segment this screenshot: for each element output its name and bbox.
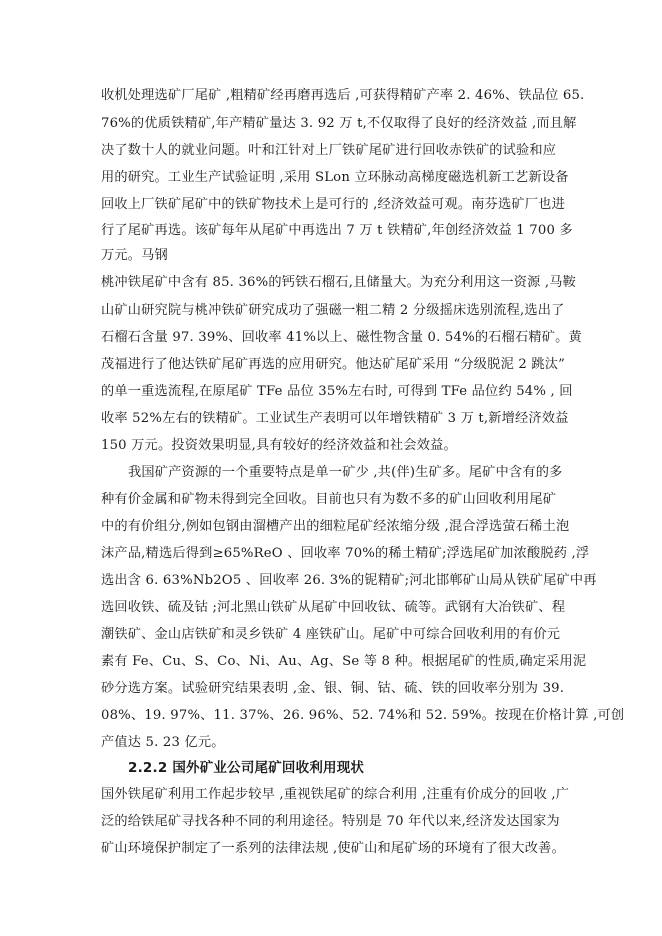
text-line: 茂福进行了他达铁矿尾矿再选的应用研究。他达矿尾矿采用 “分级脱泥 2 跳汰”: [101, 357, 566, 372]
text-line: 素有 Fe、Cu、S、Co、Ni、Au、Ag、Se 等 8 种。根据尾矿的性质,确定采用泥: [101, 654, 587, 669]
text-line: 76%的优质铁精矿,年产精矿量达 3. 92 万 t,不仅取得了良好的经济效益 ,而且解: [101, 116, 577, 131]
text-line: 我国矿产资源的一个重要特点是单一矿少 ,共(伴)生矿多。尾矿中含有的多: [128, 465, 563, 480]
text-line: 矿山环境保护制定了一系列的法律法规 ,使矿山和尾矿场的环境有了很大改善。: [101, 841, 565, 856]
text-line: 万元。马钢: [101, 248, 168, 263]
text-line: 沫产品,精选后得到≥65%ReO 、回收率 70%的稀土精矿;浮选尾矿加浓酸脱药 ,浮: [101, 546, 590, 561]
text-line: 决了数十人的就业问题。叶和江针对上厂铁矿尾矿进行回收赤铁矿的试验和应: [101, 143, 557, 158]
text-line: 砂分选方案。试验研究结果表明 ,金、银、铜、钴、硫、铁的回收率分别为 39.: [101, 681, 565, 696]
text-line: 泛的给铁尾矿寻找各种不同的利用途径。特别是 70 年代以来,经济发达国家为: [101, 814, 560, 829]
text-line: 种有价金属和矿物未得到完全回收。目前也只有为数不多的矿山回收利用尾矿: [101, 492, 557, 507]
text-line: 行了尾矿再选。该矿每年从尾矿中再选出 7 万 t 铁精矿,年创经济效益 1 700 多: [101, 223, 573, 238]
section-heading: 2.2.2 国外矿业公司尾矿回收利用现状: [128, 760, 365, 776]
text-line: 收机处理选矿厂尾矿 ,粗精矿经再磨再选后 ,可获得精矿产率 2. 46%、铁品位 65.: [101, 88, 585, 103]
text-line: 收率 52%左右的铁精矿。工业试生产表明可以年增铁精矿 3 万 t,新增经济效益: [101, 411, 569, 426]
text-line: 回收上厂铁矿尾矿中的铁矿物技术上是可行的 ,经济效益可观。南芬选矿厂也进: [101, 197, 565, 212]
text-line: 桃冲铁尾矿中含有 85. 36%的钙铁石榴石,且储量大。为充分利用这一资源 ,马鞍: [101, 275, 577, 290]
text-line: 石榴石含量 97. 39%、回收率 41%以上、磁性物含量 0. 54%的石榴石精矿。黄: [101, 330, 582, 345]
text-line: 的单一重选流程,在原尾矿 TFe 品位 35%左右时, 可得到 TFe 品位约 54% , 回: [101, 384, 573, 399]
text-line: 150 万元。投资效果明显,具有较好的经济效益和社会效益。: [101, 438, 457, 453]
text-line: 选回收铁、硫及钴 ;河北黑山铁矿从尾矿中回收钛、硫等。武钢有大冶铁矿、程: [101, 600, 566, 615]
text-line: 中的有价组分,例如包钢由溜槽产出的细粒尾矿经浓缩分级 ,混合浮选萤石稀土泡: [101, 519, 570, 534]
text-line: 选出含 6. 63%Nb2O5 、回收率 26. 3%的铌精矿;河北邯郸矿山局从铁矿尾矿中再: [101, 573, 597, 588]
text-line: 产值达 5. 23 亿元。: [101, 735, 225, 750]
text-line: 用的研究。工业生产试验证明 ,采用 SLon 立环脉动高梯度磁选机新工艺新设备: [101, 170, 569, 185]
text-line: 08%、19. 97%、11. 37%、26. 96%、52. 74%和 52. 59%。按现在价格计算 ,可创: [101, 708, 625, 723]
text-line: 山矿山研究院与桃冲铁矿研究成功了强磁一粗二精 2 分级摇床选别流程,选出了: [101, 303, 565, 318]
text-line: 国外铁尾矿利用工作起步较早 ,重视铁尾矿的综合利用 ,注重有价成分的回收 ,广: [101, 787, 570, 802]
text-line: 潮铁矿、金山店铁矿和灵乡铁矿 4 座铁矿山。尾矿中可综合回收利用的有价元: [101, 627, 561, 642]
